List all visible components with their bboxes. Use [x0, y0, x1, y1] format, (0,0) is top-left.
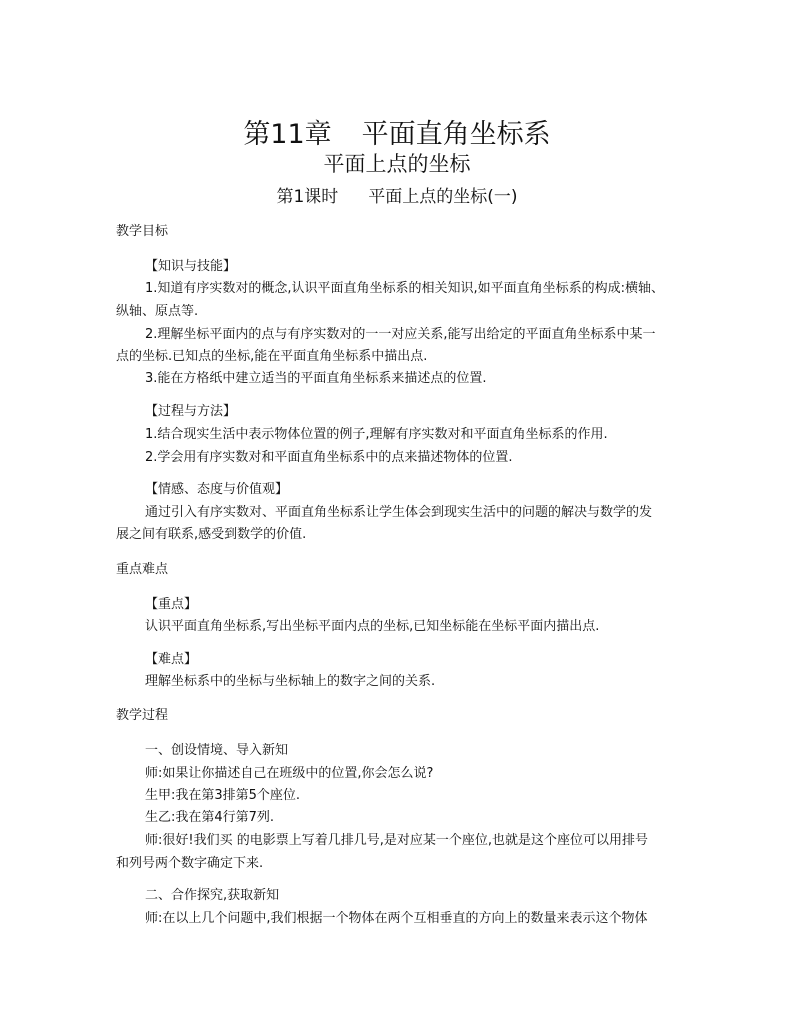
- difficulty-text: 理解坐标系中的坐标与坐标轴上的数字之间的关系.: [145, 674, 436, 689]
- teaching-process-heading: 教学过程: [116, 708, 169, 723]
- step-1-line-4: 师:很好!我们买 的电影票上写着几排几号,是对应某一个座位,也就是这个座位可以用排号: [145, 833, 648, 848]
- objectives-heading: 教学目标: [116, 224, 169, 239]
- lesson-name: 平面上点的坐标(一): [368, 187, 518, 207]
- emotion-line-1: 通过引入有序实数对、平面直角坐标系让学生体会到现实生活中的问题的解决与数学的发: [145, 505, 653, 520]
- knowledge-item-3: 3.能在方格纸中建立适当的平面直角坐标系来描述点的位置.: [145, 371, 487, 386]
- lesson-title: [0, 182, 794, 207]
- chapter-name: 平面直角坐标系: [361, 119, 551, 150]
- chapter-title: [0, 112, 794, 151]
- focus-text: 认识平面直角坐标系,写出坐标平面内点的坐标,已知坐标能在坐标平面内描出点.: [145, 619, 600, 634]
- process-method-item-1: 1.结合现实生活中表示物体位置的例子,理解有序实数对和平面直角坐标系的作用.: [145, 427, 608, 442]
- knowledge-item-1-line-1: 1.知道有序实数对的概念,认识平面直角坐标系的相关知识,如平面直角坐标系的构成:横轴、: [145, 281, 665, 296]
- difficulty-label: 【难点】: [145, 652, 198, 667]
- focus-label: 【重点】: [145, 597, 198, 612]
- chapter-number: 第11章: [243, 119, 332, 150]
- step-1-line-1: 师:如果让你描述自己在班级中的位置,你会怎么说?: [145, 766, 434, 781]
- knowledge-item-2-line-2: 点的坐标.已知点的坐标,能在平面直角坐标系中描出点.: [116, 349, 428, 364]
- step-2-line-1: 师:在以上几个问题中,我们根据一个物体在两个互相垂直的方向上的数量来表示这个物体: [145, 911, 648, 926]
- knowledge-item-2-line-1: 2.理解坐标平面内的点与有序实数对的一一对应关系,能写出给定的平面直角坐标系中某一: [145, 327, 656, 342]
- emotion-label: 【情感、态度与价值观】: [145, 482, 289, 497]
- step-1-line-2: 生甲:我在第3排第5个座位.: [145, 788, 301, 803]
- step-2-title: 二、合作探究,获取新知: [145, 888, 280, 903]
- key-points-heading: 重点难点: [116, 562, 169, 577]
- step-1-line-3: 生乙:我在第4行第7列.: [145, 810, 275, 825]
- step-1-title: 一、创设情境、导入新知: [145, 743, 289, 758]
- process-method-label: 【过程与方法】: [145, 404, 237, 419]
- lesson-number: 第1课时: [276, 187, 339, 207]
- knowledge-label: 【知识与技能】: [145, 259, 237, 274]
- section-title: 平面上点的坐标: [323, 152, 471, 176]
- step-1-line-5: 和列号两个数字确定下来.: [116, 856, 264, 871]
- process-method-item-2: 2.学会用有序实数对和平面直角坐标系中的点来描述物体的位置.: [145, 450, 513, 465]
- emotion-line-2: 展之间有联系,感受到数学的价值.: [116, 527, 307, 542]
- knowledge-item-1-line-2: 纵轴、原点等.: [116, 304, 199, 319]
